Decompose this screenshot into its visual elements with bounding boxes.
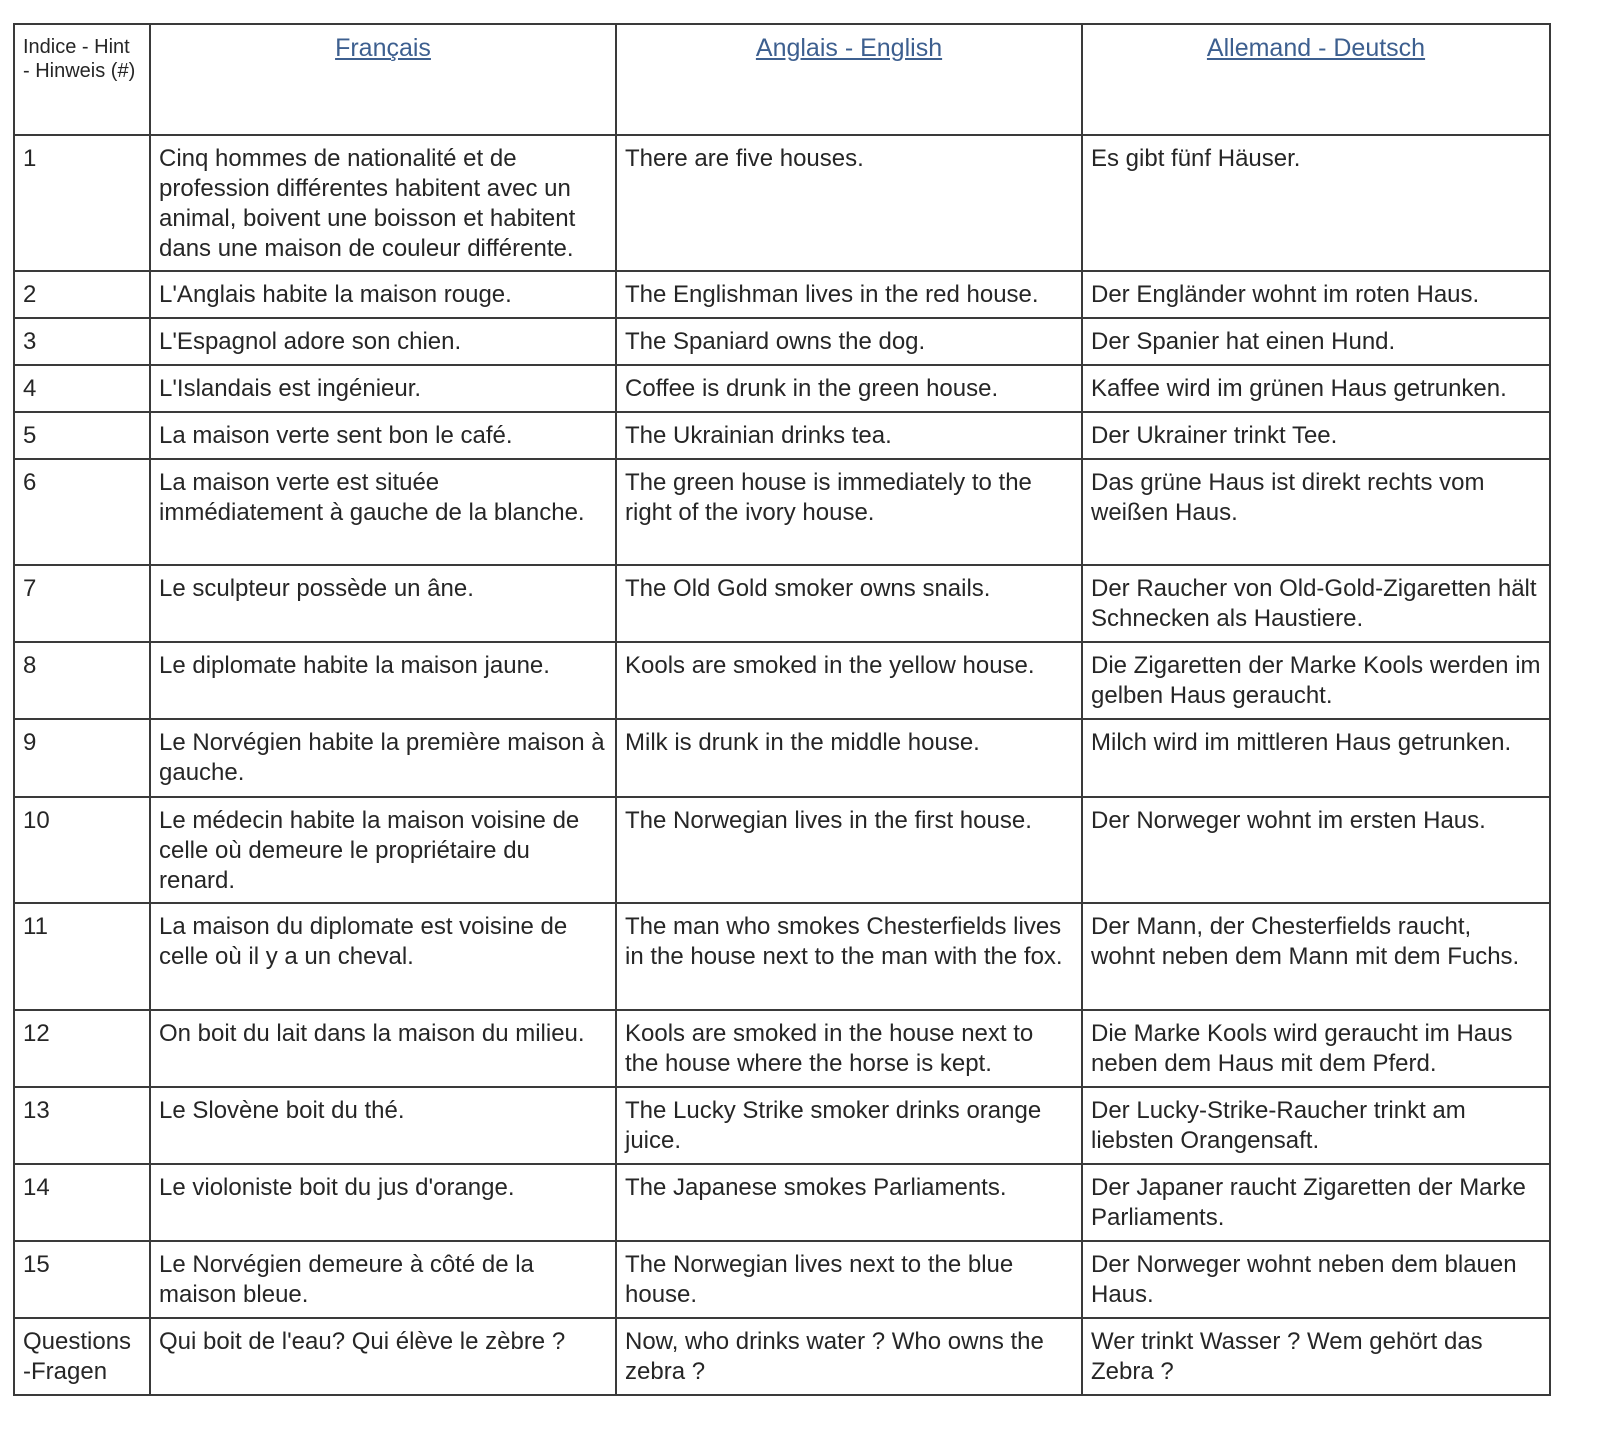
- header-german-link[interactable]: Allemand - Deutsch: [1206, 34, 1426, 62]
- table-header-row: [14, 24, 1550, 135]
- table-row: [14, 412, 1550, 459]
- hint-number: 15: [14, 1241, 150, 1318]
- table-row: [14, 1241, 1550, 1318]
- hint-french: On boit du lait dans la maison du milieu.: [150, 1010, 616, 1087]
- hint-german: Die Marke Kools wird geraucht im Haus neben dem Haus mit dem Pferd.: [1082, 1010, 1550, 1087]
- hint-english: Milk is drunk in the middle house.: [616, 719, 1082, 797]
- hint-number: 8: [14, 642, 150, 719]
- header-number: Indice - Hint - Hinweis (#): [14, 24, 150, 135]
- header-german-cell: [1082, 24, 1550, 135]
- hint-german: Milch wird im mittleren Haus getrunken.: [1082, 719, 1550, 797]
- table-row: [14, 271, 1550, 318]
- hint-english: Coffee is drunk in the green house.: [616, 365, 1082, 412]
- hint-french: L'Anglais habite la maison rouge.: [150, 271, 616, 318]
- header-english-link[interactable]: Anglais - English: [755, 34, 943, 62]
- hint-english: The Ukrainian drinks tea.: [616, 412, 1082, 459]
- hint-number: 6: [14, 459, 150, 565]
- table-row: [14, 1087, 1550, 1164]
- hint-number: 3: [14, 318, 150, 365]
- hint-german: Das grüne Haus ist direkt rechts vom weißen Haus.: [1082, 459, 1550, 565]
- hint-number: 11: [14, 903, 150, 1010]
- hint-english: The Japanese smokes Parliaments.: [616, 1164, 1082, 1241]
- hint-english: The Englishman lives in the red house.: [616, 271, 1082, 318]
- hint-german: Der Lucky-Strike-Raucher trinkt am liebsten Orangensaft.: [1082, 1087, 1550, 1164]
- document-sheet: [13, 23, 1549, 1396]
- hint-english: Now, who drinks water ? Who owns the zebra ?: [616, 1318, 1082, 1395]
- hint-number: 5: [14, 412, 150, 459]
- hint-english: There are five houses.: [616, 135, 1082, 271]
- hint-number: 10: [14, 797, 150, 903]
- hint-german: Der Spanier hat einen Hund.: [1082, 318, 1550, 365]
- hint-german: Der Ukrainer trinkt Tee.: [1082, 412, 1550, 459]
- hint-german: Der Mann, der Chesterfields raucht, wohnt neben dem Mann mit dem Fuchs.: [1082, 903, 1550, 1010]
- header-english-cell: [616, 24, 1082, 135]
- hint-french: La maison verte sent bon le café.: [150, 412, 616, 459]
- header-french-link[interactable]: Français: [335, 34, 431, 62]
- hint-french: La maison verte est située immédiatement à gauche de la blanche.: [150, 459, 616, 565]
- table-row: [14, 459, 1550, 565]
- table-row: [14, 365, 1550, 412]
- hint-french: Le Slovène boit du thé.: [150, 1087, 616, 1164]
- hint-french: Le Norvégien demeure à côté de la maison bleue.: [150, 1241, 616, 1318]
- hint-number: 4: [14, 365, 150, 412]
- hint-french: L'Islandais est ingénieur.: [150, 365, 616, 412]
- hint-number: 13: [14, 1087, 150, 1164]
- hint-english: The Spaniard owns the dog.: [616, 318, 1082, 365]
- hint-number: 1: [14, 135, 150, 271]
- hint-german: Der Norweger wohnt neben dem blauen Haus.: [1082, 1241, 1550, 1318]
- hint-english: Kools are smoked in the yellow house.: [616, 642, 1082, 719]
- hint-french: La maison du diplomate est voisine de celle où il y a un cheval.: [150, 903, 616, 1010]
- hint-number: 14: [14, 1164, 150, 1241]
- hint-french: Le Norvégien habite la première maison à gauche.: [150, 719, 616, 797]
- hints-table: [13, 23, 1551, 1396]
- hint-number: 12: [14, 1010, 150, 1087]
- hint-german: Es gibt fünf Häuser.: [1082, 135, 1550, 271]
- table-row: [14, 1318, 1550, 1395]
- table-row: [14, 797, 1550, 903]
- hint-english: The man who smokes Chesterfields lives in the house next to the man with the fox.: [616, 903, 1082, 1010]
- hint-french: Qui boit de l'eau? Qui élève le zèbre ?: [150, 1318, 616, 1395]
- table-row: [14, 1164, 1550, 1241]
- hint-number: 7: [14, 565, 150, 642]
- hint-german: Der Raucher von Old-Gold-Zigaretten hält Schnecken als Haustiere.: [1082, 565, 1550, 642]
- hint-german: Der Japaner raucht Zigaretten der Marke Parliaments.: [1082, 1164, 1550, 1241]
- hint-number: 9: [14, 719, 150, 797]
- hint-german: Kaffee wird im grünen Haus getrunken.: [1082, 365, 1550, 412]
- hint-german: Der Norweger wohnt im ersten Haus.: [1082, 797, 1550, 903]
- table-row: [14, 318, 1550, 365]
- hint-german: Wer trinkt Wasser ? Wem gehört das Zebra ?: [1082, 1318, 1550, 1395]
- table-row: [14, 903, 1550, 1010]
- hint-french: L'Espagnol adore son chien.: [150, 318, 616, 365]
- hint-english: The Old Gold smoker owns snails.: [616, 565, 1082, 642]
- hint-french: Le sculpteur possède un âne.: [150, 565, 616, 642]
- hint-german: Die Zigaretten der Marke Kools werden im gelben Haus geraucht.: [1082, 642, 1550, 719]
- hint-french: Cinq hommes de nationalité et de profession différentes habitent avec un animal, boivent une boisson et habitent dans une maison de couleur différente.: [150, 135, 616, 271]
- hint-french: Le diplomate habite la maison jaune.: [150, 642, 616, 719]
- table-row: [14, 642, 1550, 719]
- hint-english: The Lucky Strike smoker drinks orange juice.: [616, 1087, 1082, 1164]
- hint-french: Le violoniste boit du jus d'orange.: [150, 1164, 616, 1241]
- table-row: [14, 135, 1550, 271]
- hint-number: Questions -Fragen: [14, 1318, 150, 1395]
- header-french-cell: [150, 24, 616, 135]
- table-row: [14, 565, 1550, 642]
- hint-english: The Norwegian lives next to the blue house.: [616, 1241, 1082, 1318]
- table-row: [14, 1010, 1550, 1087]
- hint-english: The green house is immediately to the right of the ivory house.: [616, 459, 1082, 565]
- table-row: [14, 719, 1550, 797]
- hint-english: Kools are smoked in the house next to the house where the horse is kept.: [616, 1010, 1082, 1087]
- hint-english: The Norwegian lives in the first house.: [616, 797, 1082, 903]
- hint-german: Der Engländer wohnt im roten Haus.: [1082, 271, 1550, 318]
- hint-french: Le médecin habite la maison voisine de celle où demeure le propriétaire du renard.: [150, 797, 616, 903]
- hint-number: 2: [14, 271, 150, 318]
